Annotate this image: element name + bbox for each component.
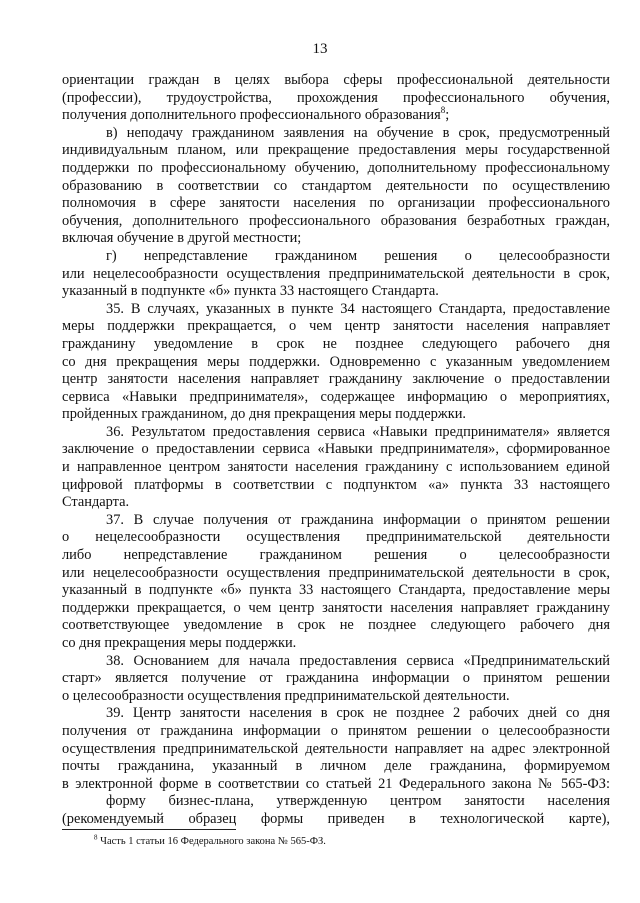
text-line: (рекомендуемый образец формы приведен в технологической карте), — [62, 810, 610, 827]
text-line: 35. В случаях, указанных в пункте 34 настоящего Стандарта, предоставление — [106, 300, 610, 317]
text-line: либо непредставление гражданином решения о целесообразности — [62, 547, 610, 564]
text-line: форму бизнес-плана, утвержденную центром занятости населения — [106, 793, 610, 810]
text-line: старт» является получение от гражданина информации о принятом решении — [62, 670, 610, 687]
page-number: 13 — [312, 41, 328, 57]
footnote-mark: 8 — [94, 833, 98, 842]
text-line: сервиса «Навыки предпринимателя», содержащее информацию о мероприятиях, — [62, 388, 610, 405]
text-line: получения от гражданина информации о принятом решении о целесообразности — [62, 722, 610, 739]
text-line: цифровой платформы в соответствии с подпунктом «а» пункта 33 настоящего — [62, 476, 610, 493]
text-line: заключение о предоставлении сервиса «Навыки предпринимателя», сформированное — [62, 441, 610, 458]
text-line: осуществления предпринимательской деятельности направляет на адрес электронной — [62, 740, 610, 757]
text-line: обучения, дополнительного профессионального образования безработных граждан, — [62, 212, 610, 229]
text-line: в) неподачу гражданином заявления на обучение в срок, предусмотренный — [106, 124, 610, 141]
text-line: со дня прекращения меры поддержки. — [62, 635, 297, 651]
text-line: и направленное центром занятости населения гражданину с использованием единой — [62, 459, 610, 476]
text-line: или нецелесообразности осуществления предпринимательской деятельности в срок, — [62, 564, 610, 581]
text-line: соответствующее уведомление в срок не позднее следующего рабочего дня — [62, 617, 610, 634]
text-line: центр занятости населения направляет гражданину заключение о предоставлении — [62, 371, 610, 388]
text-line: о целесообразности осуществления предпринимательской деятельности. — [62, 687, 510, 704]
text-line: пройденных гражданином, до дня прекращения меры поддержки. — [62, 406, 467, 423]
text-line: гражданину уведомление в срок не позднее следующего рабочего дня — [62, 335, 610, 352]
text-line: образованию в соответствии со стандартом деятельности по осуществлению — [62, 177, 610, 194]
text-line: меры поддержки прекращается, о чем центр занятости населения направляет — [62, 318, 610, 335]
text-line: 37. В случае получения от гражданина информации о принятом решении — [106, 511, 610, 528]
text-line: почты гражданина, указанный в личном деле гражданина, формируемом — [62, 758, 610, 775]
text-line: со дня прекращения меры поддержки. Одновременно с указанным уведомлением — [62, 353, 610, 370]
text-line: указанный в подпункте «б» пункта 33 настоящего Стандарта, предоставление меры — [62, 582, 610, 599]
text-line: поддержки по профессиональному обучению, дополнительному профессиональному — [62, 159, 610, 176]
text-line: Стандарта. — [62, 494, 130, 511]
document-body — [62, 72, 610, 829]
footnote-divider — [62, 829, 236, 830]
text-line: получения дополнительного профессионального образования$^8$; — [62, 105, 450, 124]
text-line: или нецелесообразности осуществления предпринимательской деятельности в срок, — [62, 265, 610, 282]
text-line: (профессии), трудоустройства, прохождения профессионального обучения, — [62, 89, 610, 106]
text-line: поддержки прекращается, о чем центр занятости населения направляет гражданину — [62, 599, 610, 616]
text-line: о нецелесообразности осуществления предпринимательской деятельности — [62, 529, 610, 546]
text-line: 36. Результатом предоставления сервиса «Навыки предпринимателя» является — [106, 423, 610, 440]
text-line: полномочия в сфере занятости населения по организации профессионального — [62, 195, 610, 212]
text-line: г) непредставление гражданином решения о целесообразности — [106, 247, 610, 264]
footnote-reference: 8 — [440, 105, 446, 116]
footnote — [94, 835, 326, 848]
text-line: 38. Основанием для начала предоставления сервиса «Предпринимательский — [106, 652, 610, 669]
text-line: 39. Центр занятости населения в срок не позднее 2 рабочих дней со дня — [106, 705, 610, 722]
text-line: указанный в подпункте «б» пункта 33 настоящего Стандарта. — [62, 283, 439, 300]
text-line: в электронной форме в соответствии со статьей 21 Федерального закона № 565-ФЗ: — [62, 775, 610, 792]
text-line: индивидуальным планом, или прекращение предоставления меры государственной — [62, 142, 610, 159]
footnote-text: Часть 1 статьи 16 Федерального закона № 565-ФЗ. — [97, 836, 326, 847]
text-line: ориентации граждан в целях выбора сферы профессиональной деятельности — [62, 72, 610, 88]
text-line: включая обучение в другой местности; — [62, 230, 302, 247]
